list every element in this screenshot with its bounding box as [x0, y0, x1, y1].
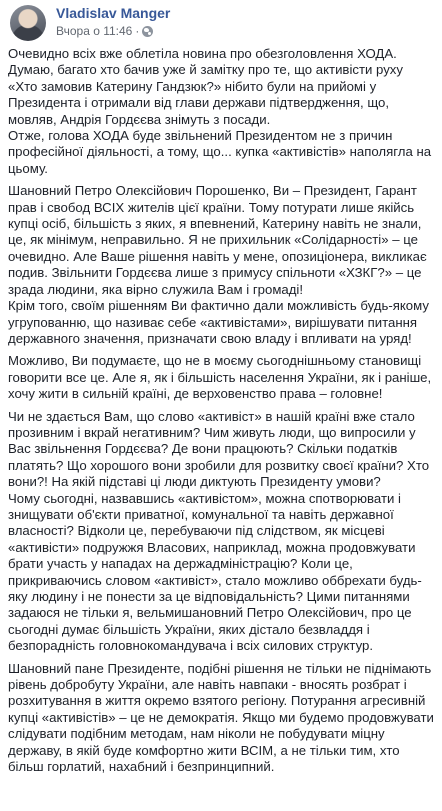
post-meta: [56, 23, 170, 39]
post-paragraph-3: Шановний Петро Олексійович Порошенко, Ви – Президент, Гарант прав і свобод ВСІХ жителів цієї країни. Тому потурати лише якійсь купці осіб, більшість з яких, я впевнений, Катерину навіть не знали, це, як мінімум, неправильно. Я не прихильник «Солідарності» – це очевидно. Але Ваше рішення навіть у мене, опозиціонера, викликає подив. Звільнити Гордєєва лише з примусу спільноти «ХЗКГ?» – це зрада людини, яка вірно служила Вам і громаді!: [8, 183, 427, 297]
post-header: [8, 0, 434, 46]
post-body: [8, 46, 434, 775]
meta-separator: ·: [135, 24, 140, 38]
post-paragraph-2: Отже, голова ХОДА буде звільнений Президентом не з причин професійної діяльності, а тому, що... купка «активістів» наполягла на цьому.: [8, 128, 432, 176]
post-paragraph-4: Крім того, своїм рішенням Ви фактично дали можливість будь-якому угрупованню, що називає себе «активістами», вирішувати питання державного значення, призначати свою владу і впливати на уряд!: [8, 298, 429, 346]
author-avatar[interactable]: [10, 5, 46, 41]
author-name-link[interactable]: Vladislav Manger: [56, 5, 171, 21]
post-paragraph-6: Чи не здається Вам, що слово «активіст» в нашій країні вже стало прозивним і вкрай негативним? Чим живуть люди, що випросили у Вас звільнення Гордєєва? Де вони працюють? Скільки податків платять? Що хорошого вони зробили для розвитку своєї країни? Хто вони?! На якій підставі ці люди диктують Президенту умови?: [8, 408, 430, 490]
post-paragraph-5: Можливо, Ви подумаєте, що не в моєму сьогоднішньому становищі говорити все це. Але я, як і більшість населення України, як і раніше, хочу жити в сильній країні, де верховенство права – головне!: [8, 353, 432, 402]
post-paragraph-1: Очевидно всіх вже облетіла новина про обезголовлення ХОДА. Думаю, багато хто бачив уже й замітку про те, що активісти руху «Хто замовив Катерину Гандзюк?» нібито були на прийомі у Президента і отримали від глави держави підтвердження, що, мовляв, Андрія Гордєєва знімуть з посади.: [8, 46, 403, 127]
post-paragraph-7: Чому сьогодні, назвавшись «активістом», можна спотворювати і знищувати об'єкти приватної, комунальної та навіть державної власності? Відколи це, перебуваючи під слідством, як місцеві «активісти» подружжя Власових, наприклад, можна продовжувати брати участь у нападах на держадміністрацію? Коли це, прикриваючись словом «активіст», стало можливо оббрехати будь-яку людину і не понести за це відповідальність? Цими питаннями задаюся не тільки я, вельмишановний Петро Олексійович, про це сьогодні думає більшість України, яких дістало безвладдя і безпорадність головнокомандувача і всіх силових структур.: [8, 490, 422, 654]
post-header-text: [56, 2, 170, 39]
post-paragraph-8: Шановний пане Президенте, подібні рішення не тільки не піднімають рівень добробуту України, але навіть навпаки - вносять розбрат і розхитування в життя окремо взятого регіону. Потурання агресивній купці «активістів» – це не демократія. Якщо ми будемо продовжувати слідувати подібним методам, нам ніколи не побудувати міцну державу, в якій буде комфортно жити ВСІМ, а не тільки тим, хто більш горлатий, нахабний і безпринципний.: [8, 660, 434, 775]
globe-icon[interactable]: [142, 26, 153, 37]
post-timestamp[interactable]: Вчора о 11:46: [56, 24, 133, 38]
